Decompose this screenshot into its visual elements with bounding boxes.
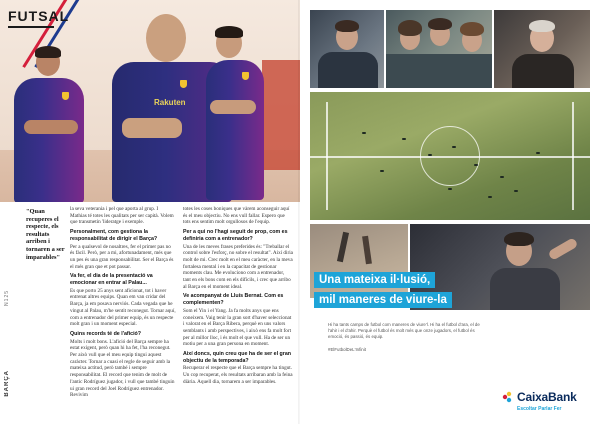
magazine-brand: BARÇA [4,370,10,397]
page-number: N125 [4,290,10,306]
star-logo-icon [500,390,514,404]
pull-quote: "Quan recuperes el respecte, els resultats arriben i tornaren a ser imparables" [26,208,65,261]
interview-answer: Recuperar el respecte que el Barça sempre ha tingut. Un cop recuperat, els resultats arribaran amb la feina diària. Aquell dia, tornarem a ser imparables. [183,365,293,385]
interview-question: Quins records té de l'afició? [70,330,142,337]
logo-tagline: Escoltar Parlar Fer [517,406,562,412]
interview-answer: Per a qualsevol de nosaltres, fer el primer pas no és fàcil. Però, per a mi, afortunadament, més que un pes és una gran responsabilitat. Ser el Barça és el més gran que et pot passar. [70,243,174,270]
section-title: FUTSAL [8,8,70,24]
interview-answer: totes les coses boniques que vàrem aconseguir aquí és el meu objectiu. No ens vull fallar. Espero que tots ens sentim molt orgullosos de l'equip. [183,206,290,226]
interview-answer: Molts i molt bons. L'afició del Barça sempre ha estat exigent, però quan hi ha fet, l'ha reconegut. Per això vull que el meu equip tingui aquest caràcter. Tornar a cuasi el regle de seguir amb la mateixa actitud, però també i sempre responsabilitat. El record que tenim de molt de l'antic Rodríguez jugador, i vull que també tinguin ui gran record del Joel Rodríguez entrenador. Revivim [70,338,175,399]
interview-question: Va fer, el dia de la presentació va emocionar en entrar al Palau... [70,273,153,287]
caixabank-logo [500,388,590,418]
interview-question: Així doncs, quin creu que ha de ser el gran objectiu de la temporada? [183,351,292,364]
ad-photo-fans-group [386,10,492,88]
ad-photo-aerial-pitch [310,92,590,220]
jersey-sponsor: Rakuten [154,98,186,107]
ad-photo-man-sitting [310,10,384,88]
interview-answer: Som el Yin i el Yang. Ja fa molts anys que ens coneixem. Vaig tenir la gran sort d'haver seleccionat i valorat en el Barça Ribera, perquè en uns valors semblants i amb perspectives, i això ens fa molt fort per al millor lloc, i és molt el que vull. Ha de ser un motiu per a una gran persona en moment. [183,307,292,348]
article-column-1 [70,206,176,402]
background-wall [262,60,300,170]
right-page-advertisement [300,0,600,424]
ad-photo-elderly-man [494,10,590,88]
ad-body-text: Hi ha tants camps de futbol com maneres de viure'l. Hi ha el futbol d'ara, el de l'ahir i el d'ahir. Perquè el futbol és molt més que onze jugadors, el futbol és emoció, és passió, és equip. [328,322,480,339]
article-column-2 [183,206,293,389]
interview-question: Ve acompanyat de Lluís Bernat. Com es complementen? [183,293,284,307]
logo-name: CaixaBank [517,390,577,404]
interview-answer: Una de les meves frases preferides és: "Treballar el control sobre l'esforç, no sobre el resultat". Així diria molt de mi. Crec molt en el meu caràcter, en la meva fortalesa mental i en la capacitat de gestionar moments clau. Me evoluciono com a entrenador, tant en els bons com en els difícils, i crec que arribo al Barça en el moment ideal. [183,243,293,290]
section-underline [8,26,54,28]
interview-question: Personalment, com gestiona la responsabilitat de dirigir el Barça? [70,229,158,242]
hero-photo-futsal-coach [0,0,300,202]
ad-headline-line-2: mil maneres de viure-la [314,292,452,308]
interview-answer: Es que porto 25 anys sent aficionat, tot i haver entrenat altres equips. Quan em van cridar del Barça, ja em posava nerviós. Cada vegada que he vingut al Palau, m'he sentit reconegut. Tornar aquí, com a entrenador del primer equip, és un respecte molt gran i un moment especial. [70,287,176,328]
interview-answer: la seva veterania i pel que aporta al grup. I Mathias té totes les qualitats per ser capità. Volem que transmetin 'lideratge i exemple. [70,206,174,226]
interview-question: Per a qui no l'hagi seguit de prop, com es definiria com a entrenador? [183,229,288,242]
ad-hashtag: #ElFutbolDeL'Infinit [328,347,366,352]
ad-headline [314,270,474,310]
ad-headline-line-1: Una mateixa il·lusió, [314,272,435,288]
